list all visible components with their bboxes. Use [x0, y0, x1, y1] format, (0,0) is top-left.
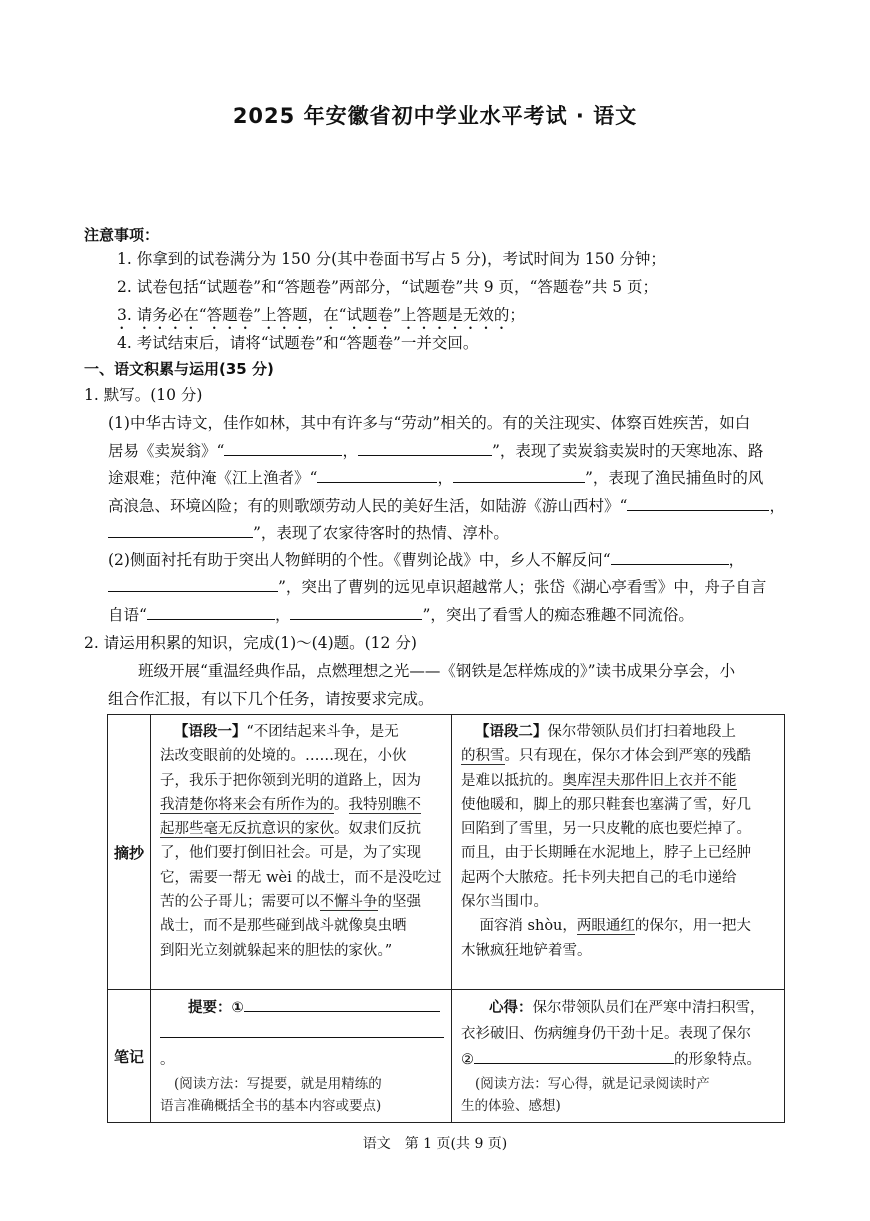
exam-title: 2025 年安徽省初中学业水平考试 · 语文 [232, 104, 638, 128]
answer-blank[interactable] [108, 523, 253, 538]
answer-blank[interactable] [317, 468, 437, 483]
section-heading: 一、语文积累与运用(35 分) [84, 360, 274, 378]
q2-intro-line2: 组合作汇报，有以下几个任务，请按要求完成。 [108, 690, 434, 708]
answer-blank[interactable] [224, 441, 342, 456]
q1-stem: 1. 默写。(10 分) [84, 386, 203, 404]
q1-p1-line4: 高浪急、环境凶险；有的则歌颂劳动人民的美好生活，如陆游《游山西村》“ ， [108, 497, 785, 515]
row-label-excerpt: 摘抄 [108, 715, 151, 990]
q1-p1-line3: 途艰难；范仲淹《江上渔者》“ ， ”，表现了渔民捕鱼时的风 [108, 469, 764, 487]
passage-one-cell: 【语段一】“不团结起来斗争，是无 法改变眼前的处境的。……现在，小伙 子，我乐于把你领到光明的道路上，因为 我清楚你将来会有所作为的。我特别瞧不 起那些毫无反抗意识的家伙。奴隶们反抗 了，他们要打倒旧社会。可是，为了实现 它，需要一帮无 wèi 的战士，而不是没吃过 苦的公子哥儿；需要可以不懈斗争的坚强 战士，而不是那些碰到战斗就像臭虫晒 到阳光立刻就躲起来的胆怯的家伙。” [151, 715, 452, 990]
answer-blank[interactable] [358, 441, 492, 456]
answer-blank[interactable] [290, 605, 422, 620]
passage-two-tag: 【语段二】 [474, 724, 548, 740]
q2-stem: 2. 请运用积累的知识，完成(1)～(4)题。(12 分) [84, 634, 417, 652]
q1-p1-line5: ”，表现了农家待客时的热情、淳朴。 [108, 522, 509, 544]
answer-blank[interactable] [244, 997, 440, 1012]
row-label-notes: 笔记 [108, 990, 151, 1123]
passage-one-tag: 【语段一】 [173, 724, 247, 740]
answer-blank[interactable] [627, 496, 769, 511]
answer-blank[interactable] [453, 468, 585, 483]
answer-blank[interactable] [474, 1049, 674, 1064]
notice-item-1: 1. 你拿到的试卷满分为 150 分(其中卷面书写占 5 分)，考试时间为 150 分钟； [117, 250, 666, 268]
notice-heading: 注意事项： [84, 226, 160, 244]
summary-note-cell: 提要：① 。 (阅读方法：写提要，就是用精练的 语言准确概括全书的基本内容或要点) [151, 990, 452, 1123]
answer-blank[interactable] [611, 550, 729, 565]
q1-p2-line2: ”，突出了曹刿的远见卓识超越常人；张岱《湖心亭看雪》中，舟子自言 [108, 576, 766, 598]
passage-two-cell: 【语段二】保尔带领队员们打扫着地段上 的积雪。只有现在，保尔才体会到严寒的残酷 是难以抵抗的。奥库涅夫那件旧上衣并不能 使他暖和，脚上的那只鞋套也塞满了雪，好几 回陷到了雪里，另一只皮靴的底也要烂掉了。 而且，由于长期睡在水泥地上，脖子上已经肿 起两个大脓疮。托卡列夫把自己的毛巾递给 保尔当围巾。 面容消 shòu，两眼通红的保尔，用一把大 木锹疯狂地铲着雪。 [452, 715, 785, 990]
q1-p1-line2: 居易《卖炭翁》“ ， ”，表现了卖炭翁卖炭时的天寒地冻、路 [108, 442, 764, 460]
notice-item-3: 3. 请务必在“答题卷”上答题，在“试题卷”上答题是无效的； [117, 306, 525, 324]
q1-p1-line1: (1)中华古诗文，佳作如林，其中有许多与“劳动”相关的。有的关注现实、体察百姓疾苦，如白 [108, 414, 751, 432]
answer-blank[interactable] [108, 577, 278, 592]
q2-intro-line1: 班级开展“重温经典作品，点燃理想之光——《钢铁是怎样炼成的》”读书成果分享会，小 [138, 662, 736, 680]
q1-p2-line3: 自语“ ， ”，突出了看雪人的痴态雅趣不同流俗。 [108, 606, 694, 624]
page-footer: 语文 第 1 页(共 9 页) [362, 1136, 508, 1152]
notice-item-4: 4. 考试结束后，请将“试题卷”和“答题卷”一并交回。 [117, 334, 479, 352]
answer-blank[interactable] [147, 605, 275, 620]
q1-p2-line1: (2)侧面衬托有助于突出人物鲜明的个性。《曹刿论战》中，乡人不解反问“ ， [108, 551, 745, 569]
reflection-note-cell: 心得：保尔带领队员们在严寒中清扫积雪， 衣衫破旧、伤病缠身仍干劲十足。表现了保尔 ② 的形象特点。 (阅读方法：写心得，就是记录阅读时产 生的体验、感想) [452, 990, 785, 1123]
answer-blank[interactable] [160, 1023, 444, 1038]
notice-item-2: 2. 试卷包括“试题卷”和“答题卷”两部分，“试题卷”共 9 页，“答题卷”共 5 页； [117, 278, 659, 296]
reading-notes-table [107, 714, 785, 1123]
